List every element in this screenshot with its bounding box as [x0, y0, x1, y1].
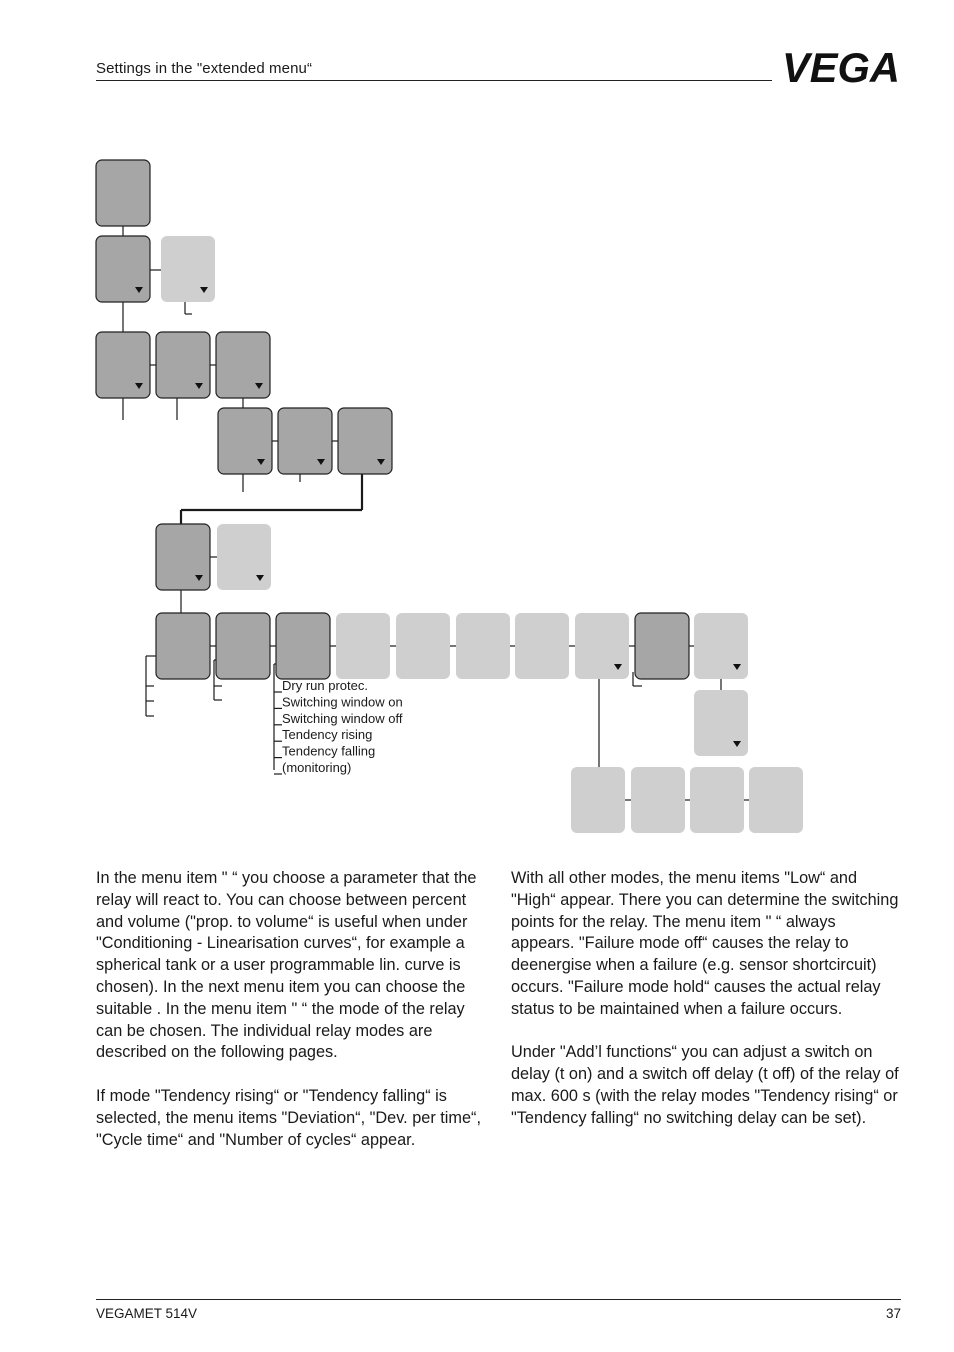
menu-box-top — [96, 160, 150, 226]
right-paragraph-1: With all other modes, the menu items "Low“ and "High“ appear. There you can determine the switching points for the relay. The menu item " “ always appears. "Failure mode off“ causes the relay to deenergise when a failure (e.g. sensor shortcircuit) occurs. "Failure mode hold“ causes the actual relay status to be maintained when a failure occurs. — [511, 869, 899, 1018]
menu-box-delay-4 — [749, 767, 803, 833]
menu-box-next-1 — [694, 613, 748, 679]
mode-label: Tendency falling — [282, 743, 376, 759]
svg-text:VEGA: VEGA — [782, 48, 900, 86]
menu-box-addl-functions — [575, 613, 629, 679]
mode-label: Dry run protec. — [282, 678, 368, 693]
menu-box-delay-1 — [571, 767, 625, 833]
mode-label: Tendency rising — [282, 727, 373, 743]
footer-divider — [96, 1299, 901, 1300]
left-paragraph-2: If mode "Tendency rising“ or "Tendency falling“ is selected, the menu items "Deviation“, "Dev. per time“, "Cycle time“ and "Number of cycles“ appear. — [96, 1086, 481, 1149]
menu-box-parameter — [156, 613, 210, 679]
product-name: VEGAMET 514V — [96, 1306, 198, 1321]
menu-box-delay-3 — [690, 767, 744, 833]
page-number: 37 — [885, 1306, 901, 1321]
menu-box-failure-mode — [635, 613, 689, 679]
menu-box-level-1b — [156, 332, 210, 398]
menu-box-next-2 — [694, 690, 748, 756]
menu-box-setting-1 — [336, 613, 390, 679]
section-title: Settings in the "extended menu“ — [96, 60, 313, 77]
right-paragraph-2: Under "Add’l functions“ you can adjust a switch on delay (t on) and a switch off delay (t off) of the relay of max. 600 s (with the relay modes "Tendency rising“ or "Tendency falling“ no switching delay can be set). — [511, 1043, 899, 1127]
menu-box-level-1a — [96, 332, 150, 398]
menu-box-relay-option — [161, 236, 215, 302]
left-paragraph-1: In the menu item " “ you choose a parameter that the relay will react to. You can choose between percent and volume ("prop. to volume“ is useful when under "Conditioning - Linearisation curves“, for example a spherical tank or a user programmable lin. curve is chosen). In the next menu item you can choose the suitable . In the menu item " “ the mode of the relay can be chosen. The individual relay modes are described on the following pages. — [96, 869, 477, 1062]
menu-box-level-1c — [216, 332, 270, 398]
menu-box-relay — [96, 236, 150, 302]
menu-box-level-2b — [278, 408, 332, 474]
right-text-column — [511, 868, 903, 1151]
mode-label: Switching window on — [282, 694, 403, 710]
menu-box-relay-select-option — [217, 524, 271, 590]
menu-box-setting-3 — [456, 613, 510, 679]
mode-label: Switching window off — [282, 710, 403, 726]
menu-box-mode — [276, 613, 330, 679]
menu-box-level-2a — [218, 408, 272, 474]
mode-label: (monitoring) — [282, 760, 352, 775]
menu-box-level-2c — [338, 408, 392, 474]
menu-box-setting-2 — [396, 613, 450, 679]
menu-box-setting-4 — [515, 613, 569, 679]
menu-box-relay-select — [156, 524, 210, 590]
menu-box-delay-2 — [631, 767, 685, 833]
left-text-column — [96, 868, 488, 1173]
menu-box-unit — [216, 613, 270, 679]
